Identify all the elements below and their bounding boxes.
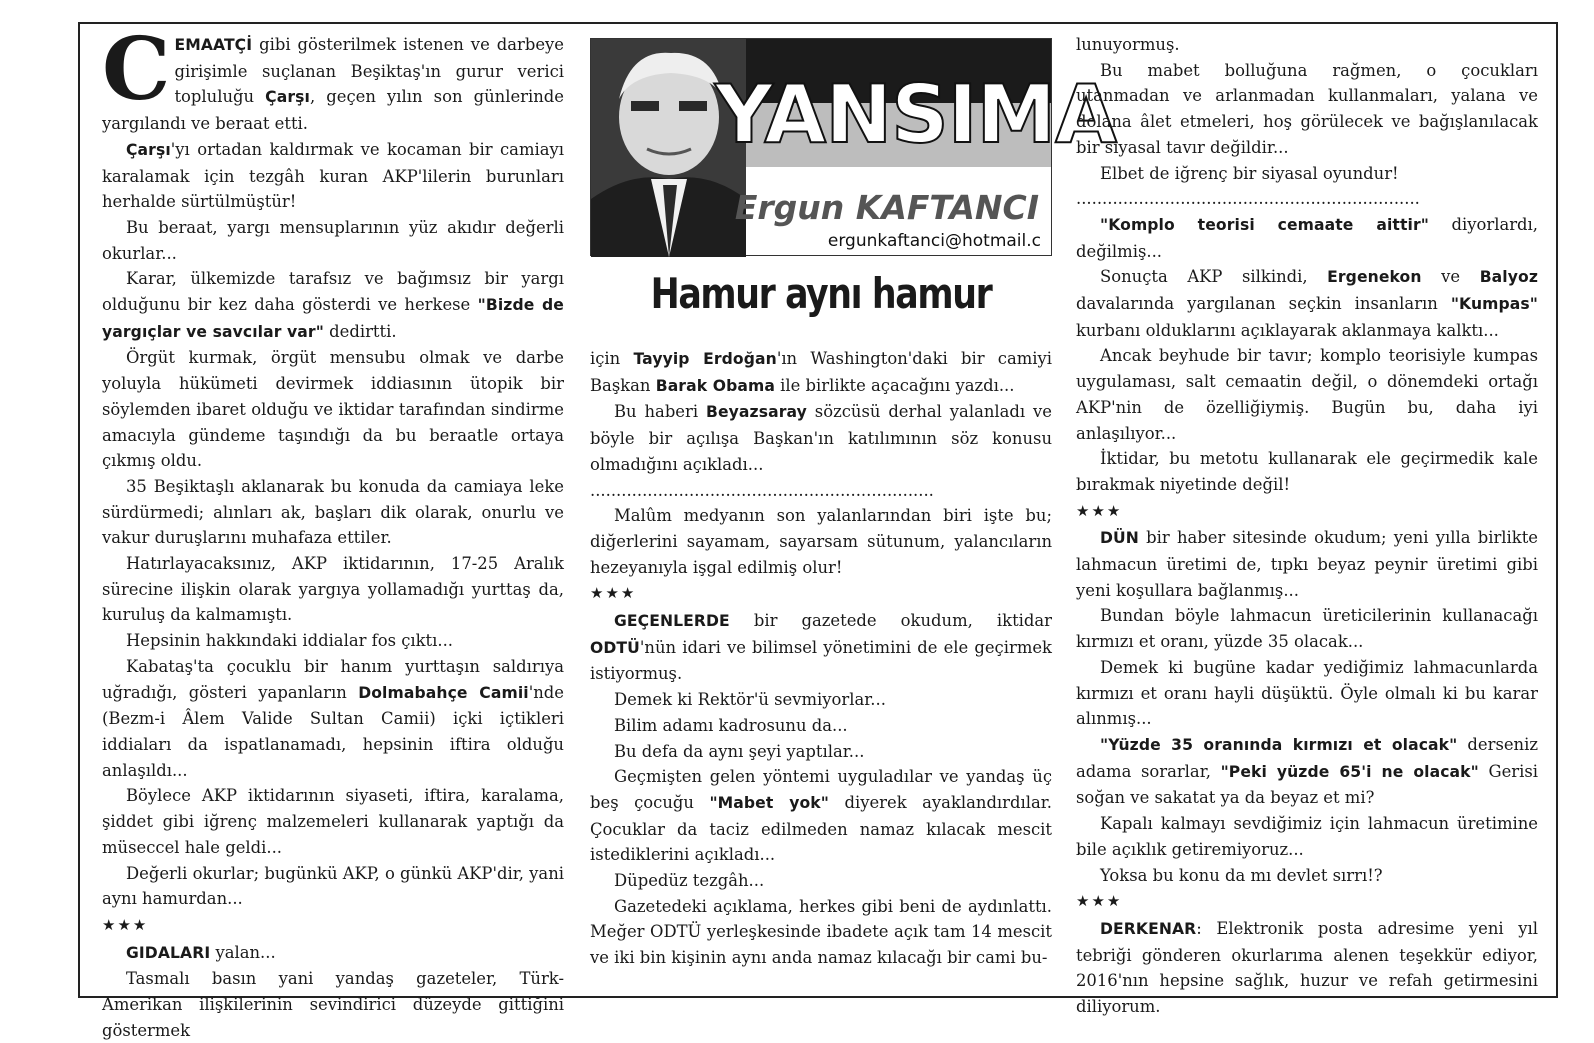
paragraph: "Yüzde 35 oranında kırmızı et olacak" derseniz adama sorarlar, "Peki yüzde 65'i ne olacak" Gerisi soğan ve sakatat ya da beyaz et mi? bbox=[1076, 734, 1538, 808]
section-divider: ★★★ bbox=[590, 584, 637, 603]
paragraph: Karar, ülkemizde tarafsız ve bağımsız bir yargı olduğunu bir kez daha gösterdi ve herkese "Bizde de yargıçlar ve savcılar var" dedirtti. bbox=[102, 269, 564, 341]
paragraph: Tasmalı basın yani yandaş gazeteler, Türk- Amerikan ilişkilerinin sevindirici düzeyde gittiğini göstermek bbox=[102, 969, 564, 1040]
paragraph: Bu defa da aynı şeyi yaptılar... bbox=[614, 741, 865, 761]
paragraph: Geçmişten gelen yöntemi uyguladılar ve yandaş üç beş çocuğu "Mabet yok" diyerek ayaklandırdılar. Çocuklar da taciz edilmeden namaz kılacak mescit istediklerini açıkladı... bbox=[590, 767, 1053, 865]
paragraph: Demek ki bugüne kadar yediğimiz lahmacunlarda kırmızı et oranı hayli düşüktü. Öyle olmalı ki bu karar alınmış... bbox=[1076, 657, 1538, 729]
paragraph: Sonuçta AKP silkindi, Ergenekon ve Balyoz davalarında yargılanan seçkin insanların "Kumpas" kurbanı olduklarını açıklayarak aklanmaya kalktı... bbox=[1076, 267, 1538, 340]
column-header bbox=[590, 38, 1117, 256]
paragraph: 35 Beşiktaşlı aklanarak bu konuda da camiaya leke sürdürmedi; alınları ak, başları dik olarak, onurlu ve vakur duruşlarını muhafaza ettiler. bbox=[102, 476, 564, 548]
paragraph: "Komplo teorisi cemaate aittir" diyorlardı, değilmiş... bbox=[1076, 214, 1538, 261]
column-1 bbox=[102, 19, 564, 1043]
paragraph: Kapalı kalmayı sevdiğimiz için lahmacun üretimine bile açıklık getiremiyoruz... bbox=[1076, 814, 1538, 859]
paragraph: Bu haberi Beyazsaray sözcüsü derhal yalanladı ve böyle bir açılışa Başkan'ın katılımının söz konusu olmadığını açıkladı... bbox=[590, 402, 1052, 474]
section-divider: ★★★ bbox=[1076, 892, 1123, 911]
paragraph: GIDALARI yalan... bbox=[126, 942, 276, 962]
dotted-separator: .................................................................. bbox=[590, 480, 934, 500]
section-divider: ★★★ bbox=[1076, 501, 1123, 520]
paragraph: Malûm medyanın son yalanlarından biri işte bu; diğerlerini sayamam, sayarsam sütunum, yalancıların hezeyanıyla işgal edilmiş olur! bbox=[590, 506, 1052, 577]
section-divider: ★★★ bbox=[102, 915, 149, 934]
paragraph: Bilim adamı kadrosunu da... bbox=[614, 715, 848, 735]
article-frame bbox=[78, 19, 1558, 1040]
paragraph: Gazetedeki açıklama, herkes gibi beni de aydınlattı. Meğer ODTÜ yerleşkesinde ibadete açık tam 14 mescit ve iki bin kişinin aynı anda namaz kılacağı bir cami bu- bbox=[590, 896, 1052, 968]
dotted-separator: .................................................................. bbox=[1076, 189, 1420, 209]
column-title: YANSIMA bbox=[715, 68, 1117, 161]
column-3 bbox=[1076, 32, 1538, 1020]
paragraph: Ancak beyhude bir tavır; komplo teorisiyle kumpas uygulaması, salt cemaatin değil, o dönemdeki ortağı AKP'nin de özelliğiymiş. Bugün bu, daha iyi anlaşılıyor... bbox=[1076, 346, 1538, 443]
paragraph: DERKENAR: Elektronik posta adresime yeni yıl tebriği gönderen okurlarıma alenen teşekkür ediyor, 2016'nın hepsine sağlık, huzur ve refah getirmesini diliyorum. bbox=[1076, 918, 1538, 1017]
paragraph: Yoksa bu konu da mı devlet sırrı!? bbox=[1100, 865, 1383, 885]
drop-cap: C bbox=[102, 19, 171, 120]
paragraph: CEMAATÇİ gibi gösterilmek istenen ve darbeye girişimle suçlanan Beşiktaş'ın gurur verici topluluğu Çarşı, geçen yılın son günlerinde yargılandı ve beraat etti. bbox=[102, 19, 564, 134]
paragraph: Örgüt kurmak, örgüt mensubu olmak ve darbe yoluyla hükümeti devirmek iddiasının ütopik bir söylemden ibaret olduğu ve iktidar tarafından sindirme amacıyla gündeme taşındığı da bu beraatle ortaya çıkmış oldu. bbox=[102, 348, 564, 471]
author-email: ergunkaftanci@hotmail.c bbox=[827, 231, 1041, 251]
paragraph: Düpedüz tezgâh... bbox=[614, 871, 765, 891]
paragraph: İktidar, bu metotu kullanarak ele geçirmedik kale bırakmak niyetinde değil! bbox=[1076, 449, 1538, 494]
paragraph: Çarşı'yı ortadan kaldırmak ve kocaman bir camiayı karalamak için tezgâh kuran AKP'lilerin burunları herhalde sürtülmüştür! bbox=[102, 139, 564, 212]
article-headline: Hamur aynı hamur bbox=[650, 269, 992, 318]
paragraph: Hatırlayacaksınız, AKP iktidarının, 17-25 Aralık sürecine ilişkin olarak yargıya yollamadığı yurttaş da, kuruluş da kalmamıştı. bbox=[102, 554, 564, 625]
paragraph: Böylece AKP iktidarının siyaseti, iftira, karalama, şiddet gibi iğrenç malzemeleri kullanarak yaptığı da müseccel hale geldi... bbox=[102, 786, 564, 857]
paragraph: GEÇENLERDE bir gazetede okudum, iktidar ODTÜ'nün idari ve bilimsel yönetimini de ele geçirmek istiyormuş. bbox=[590, 611, 1052, 684]
paragraph: Bu beraat, yargı mensuplarının yüz akıdır değerli okurlar... bbox=[102, 217, 564, 263]
author-name: Ergun KAFTANCI bbox=[734, 188, 1039, 227]
paragraph: Demek ki Rektör'ü sevmiyorlar... bbox=[614, 690, 886, 710]
paragraph: DÜN bir haber sitesinde okudum; yeni yılla birlikte lahmacun üretimi de, tıpkı beyaz peynir üretimi gibi yeni koşullara bağlanmış... bbox=[1076, 528, 1538, 600]
paragraph: Değerli okurlar; bugünkü AKP, o günkü AKP'dir, yani aynı hamurdan... bbox=[102, 863, 564, 909]
paragraph: Bundan böyle lahmacun üreticilerinin kullanacağı kırmızı et oranı, yüzde 35 olacak... bbox=[1076, 606, 1538, 652]
paragraph: lunuyormuş. bbox=[1076, 35, 1180, 54]
paragraph: Bu mabet bolluğuna rağmen, o çocukları utanmadan ve arlanmadan kullanmaları, yalana ve dolana âlet etmeleri, hoş görülecek ve bağışlanılacak bir siyasal tavır değildir... bbox=[1076, 60, 1538, 157]
paragraph: Hepsinin hakkındaki iddialar fos çıktı... bbox=[126, 631, 454, 651]
paragraph: Elbet de iğrenç bir siyasal oyundur! bbox=[1100, 163, 1399, 183]
paragraph: Kabataş'ta çocuklu bir hanım yurttaşın saldırıya uğradığı, gösteri yapanların Dolmabahçe Camii'nde (Bezm-i Âlem Valide Sultan Camii) içki içtikleri iddiaları da ispatlanamadı, hepsinin iftira olduğu anlaşıldı... bbox=[102, 656, 564, 780]
paragraph: için Tayyip Erdoğan'ın Washington'daki bir camiyi Başkan Barak Obama ile birlikte açacağını yazdı... bbox=[590, 349, 1052, 395]
column-2 bbox=[590, 346, 1052, 971]
